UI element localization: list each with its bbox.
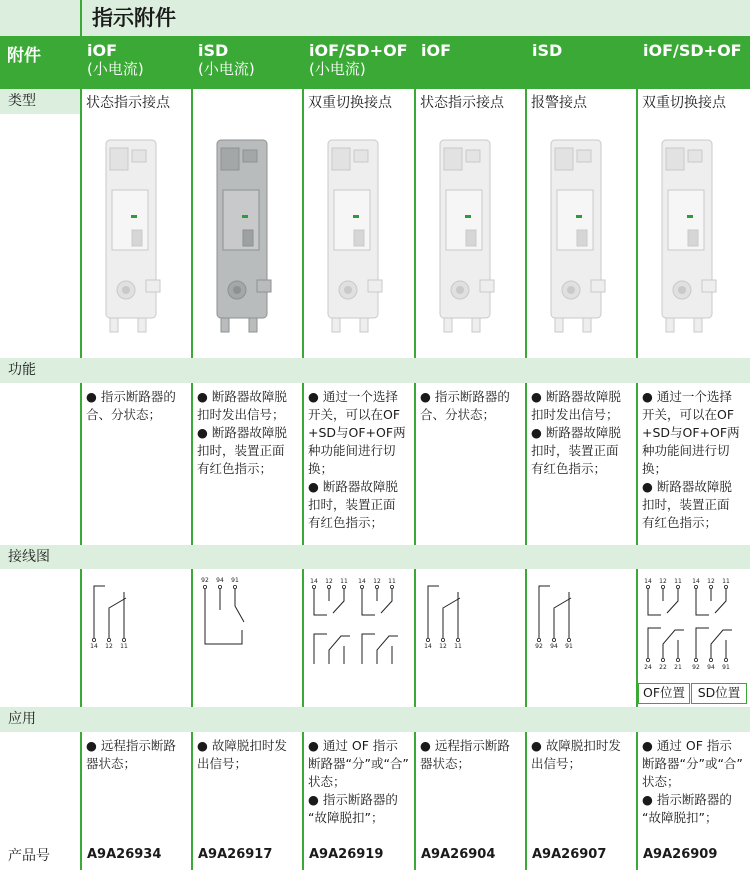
function-line: 换；: [642, 461, 668, 476]
terminal-label: 12: [105, 643, 113, 650]
header-col-name: iOF: [421, 41, 452, 60]
row-label-product-code: 产品号: [8, 848, 50, 864]
application-line: ● 故障脱扣时发: [531, 738, 621, 753]
application-cell-6: [638, 735, 749, 827]
terminal-label: 91: [722, 664, 730, 671]
terminal-label: 94: [550, 643, 558, 650]
terminal-label: 11: [388, 578, 396, 585]
terminal-label: 11: [722, 578, 730, 585]
function-line: 种功能间进行切: [308, 443, 396, 458]
header-accessory-label: 附件: [7, 46, 41, 66]
terminal-label: 14: [644, 578, 652, 585]
application-cell-3: [304, 735, 415, 827]
function-line: +SD与OF+OF两: [308, 425, 406, 440]
product-image-2: [199, 130, 299, 340]
type-cell-2: [193, 89, 304, 93]
wiring-diagram-6: [640, 572, 748, 682]
function-cell-6: [638, 386, 749, 532]
terminal-label: 14: [424, 643, 432, 650]
product-code-3: A9A26919: [309, 847, 384, 862]
header-col-4: [416, 38, 527, 60]
terminal-label: 11: [454, 643, 462, 650]
application-line: 器状态；: [420, 756, 471, 771]
product-image-5: [533, 130, 633, 340]
terminal-label: 92: [692, 664, 700, 671]
header-col-name: iSD: [532, 41, 563, 60]
application-cell-4: [416, 735, 527, 773]
sd-position-label: SD位置: [691, 683, 747, 704]
terminal-label: 14: [90, 643, 98, 650]
header-col-name: iOF/SD+OF: [643, 41, 742, 60]
application-line: “故障脱扣”；: [308, 810, 384, 825]
type-cell-1: 状态指示接点: [86, 95, 170, 111]
product-image-1: [88, 130, 188, 340]
column-divider-3: [302, 89, 304, 358]
title-divider: [80, 0, 82, 36]
function-line: +SD与OF+OF两: [642, 425, 740, 440]
column-divider-w-3: [302, 569, 304, 707]
function-line: 开关，可以在OF: [642, 407, 735, 422]
terminal-label: 91: [565, 643, 573, 650]
column-divider-4: [414, 89, 416, 358]
terminal-label: 14: [310, 578, 318, 585]
function-line: 有红色指示；: [197, 461, 273, 476]
row-label-type: 类型: [8, 93, 36, 109]
product-code-5: A9A26907: [532, 847, 607, 862]
application-line: 状态；: [308, 774, 346, 789]
function-line: 扣时，装置正面: [308, 497, 396, 512]
wiring-diagram-1: [84, 572, 184, 662]
application-line: 断路器“分”或“合”: [642, 756, 743, 771]
row-label-application: 应用: [8, 711, 36, 727]
type-cell-4: 状态指示接点: [420, 95, 504, 111]
header-col-sub: (小电流): [309, 60, 366, 78]
application-line: ● 通过 OF 指示: [642, 738, 732, 753]
application-cell-1: [82, 735, 193, 773]
function-line: 扣时发出信号；: [531, 407, 619, 422]
product-image-3: [310, 130, 410, 340]
terminal-label: 11: [340, 578, 348, 585]
wiring-diagram-5: [529, 572, 629, 662]
product-image-4: [422, 130, 522, 340]
function-line: 换；: [308, 461, 334, 476]
header-col-6: [638, 38, 749, 60]
type-cell-3: 双重切换接点: [308, 95, 392, 111]
application-line: 出信号；: [531, 756, 582, 771]
terminal-label: 94: [707, 664, 715, 671]
function-cell-5: [527, 386, 638, 478]
terminal-label: 21: [674, 664, 682, 671]
function-line: 扣时，装置正面: [642, 497, 730, 512]
type-cell-6: 双重切换接点: [642, 95, 726, 111]
column-divider-2: [191, 89, 193, 358]
application-line: 状态；: [642, 774, 680, 789]
application-line: ● 指示断路器的: [642, 792, 732, 807]
terminal-label: 12: [659, 578, 667, 585]
terminal-label: 22: [659, 664, 667, 671]
function-line: 扣时，装置正面: [197, 443, 285, 458]
row-label-function: 功能: [8, 362, 36, 378]
column-divider-5: [525, 89, 527, 358]
function-line: ● 指示断路器的: [420, 389, 510, 404]
header-col-2: [193, 38, 304, 79]
of-position-label: OF位置: [638, 683, 690, 704]
function-line: ● 断路器故障脱: [197, 389, 287, 404]
function-line: ● 通过一个选择: [308, 389, 398, 404]
product-image-6: [644, 130, 744, 340]
application-row-band: [0, 707, 750, 732]
product-code-6: A9A26909: [643, 847, 718, 862]
function-line: 扣时，装置正面: [531, 443, 619, 458]
application-line: ● 远程指示断路: [86, 738, 176, 753]
terminal-label: 12: [439, 643, 447, 650]
function-cell-3: [304, 386, 415, 532]
terminal-label: 12: [325, 578, 333, 585]
application-line: 出信号；: [197, 756, 248, 771]
terminal-label: 94: [216, 577, 224, 584]
function-line: 开关，可以在OF: [308, 407, 401, 422]
column-divider-1: [80, 89, 82, 358]
column-divider-6: [636, 89, 638, 358]
function-row-band: [0, 358, 750, 383]
function-line: ● 断路器故障脱: [531, 389, 621, 404]
terminal-label: 14: [358, 578, 366, 585]
function-line: ● 指示断路器的: [86, 389, 176, 404]
function-cell-2: [193, 386, 304, 478]
application-line: ● 远程指示断路: [420, 738, 510, 753]
product-code-1: A9A26934: [87, 847, 162, 862]
column-divider-w-4: [414, 569, 416, 707]
function-line: 有红色指示；: [308, 515, 384, 530]
function-line: 合、分状态；: [86, 407, 162, 422]
wiring-diagram-2: [195, 572, 295, 662]
header-col-3: [304, 38, 415, 79]
header-col-sub: (小电流): [87, 60, 144, 78]
header-col-5: [527, 38, 638, 60]
application-cell-2: [193, 735, 304, 773]
function-cell-1: [82, 386, 193, 424]
product-code-4: A9A26904: [421, 847, 496, 862]
type-cell-5: 报警接点: [531, 95, 587, 111]
application-cell-5: [527, 735, 638, 773]
terminal-label: 92: [201, 577, 209, 584]
terminal-label: 11: [674, 578, 682, 585]
header-col-name: iOF: [87, 41, 118, 60]
page-title: 指示附件: [92, 6, 176, 30]
column-divider-w-2: [191, 569, 193, 707]
column-divider-w-5: [525, 569, 527, 707]
function-line: ● 断路器故障脱: [642, 479, 732, 494]
function-line: 种功能间进行切: [642, 443, 730, 458]
function-line: 扣时发出信号；: [197, 407, 285, 422]
function-line: ● 断路器故障脱: [308, 479, 398, 494]
terminal-label: 92: [535, 643, 543, 650]
terminal-label: 12: [373, 578, 381, 585]
header-col-1: [82, 38, 193, 79]
function-line: 有红色指示；: [531, 461, 607, 476]
terminal-label: 24: [644, 664, 652, 671]
terminal-label: 91: [231, 577, 239, 584]
header-col-name: iOF/SD+OF: [309, 41, 408, 60]
function-cell-4: [416, 386, 527, 424]
terminal-label: 14: [692, 578, 700, 585]
application-line: ● 通过 OF 指示: [308, 738, 398, 753]
column-divider-w-1: [80, 569, 82, 707]
function-line: 有红色指示；: [642, 515, 718, 530]
wiring-diagram-3: [306, 572, 414, 672]
terminal-label: 11: [120, 643, 128, 650]
application-line: 断路器“分”或“合”: [308, 756, 409, 771]
row-label-wiring: 接线图: [8, 549, 50, 565]
product-code-2: A9A26917: [198, 847, 273, 862]
wiring-diagram-4: [418, 572, 518, 662]
application-line: ● 故障脱扣时发: [197, 738, 287, 753]
header-col-name: iSD: [198, 41, 229, 60]
application-line: ● 指示断路器的: [308, 792, 398, 807]
function-line: ● 断路器故障脱: [197, 425, 287, 440]
function-line: ● 断路器故障脱: [531, 425, 621, 440]
wiring-row-band: [0, 545, 750, 569]
function-line: 合、分状态；: [420, 407, 496, 422]
application-line: 器状态；: [86, 756, 137, 771]
terminal-label: 12: [707, 578, 715, 585]
application-line: “故障脱扣”；: [642, 810, 718, 825]
header-col-sub: (小电流): [198, 60, 255, 78]
function-line: ● 通过一个选择: [642, 389, 732, 404]
